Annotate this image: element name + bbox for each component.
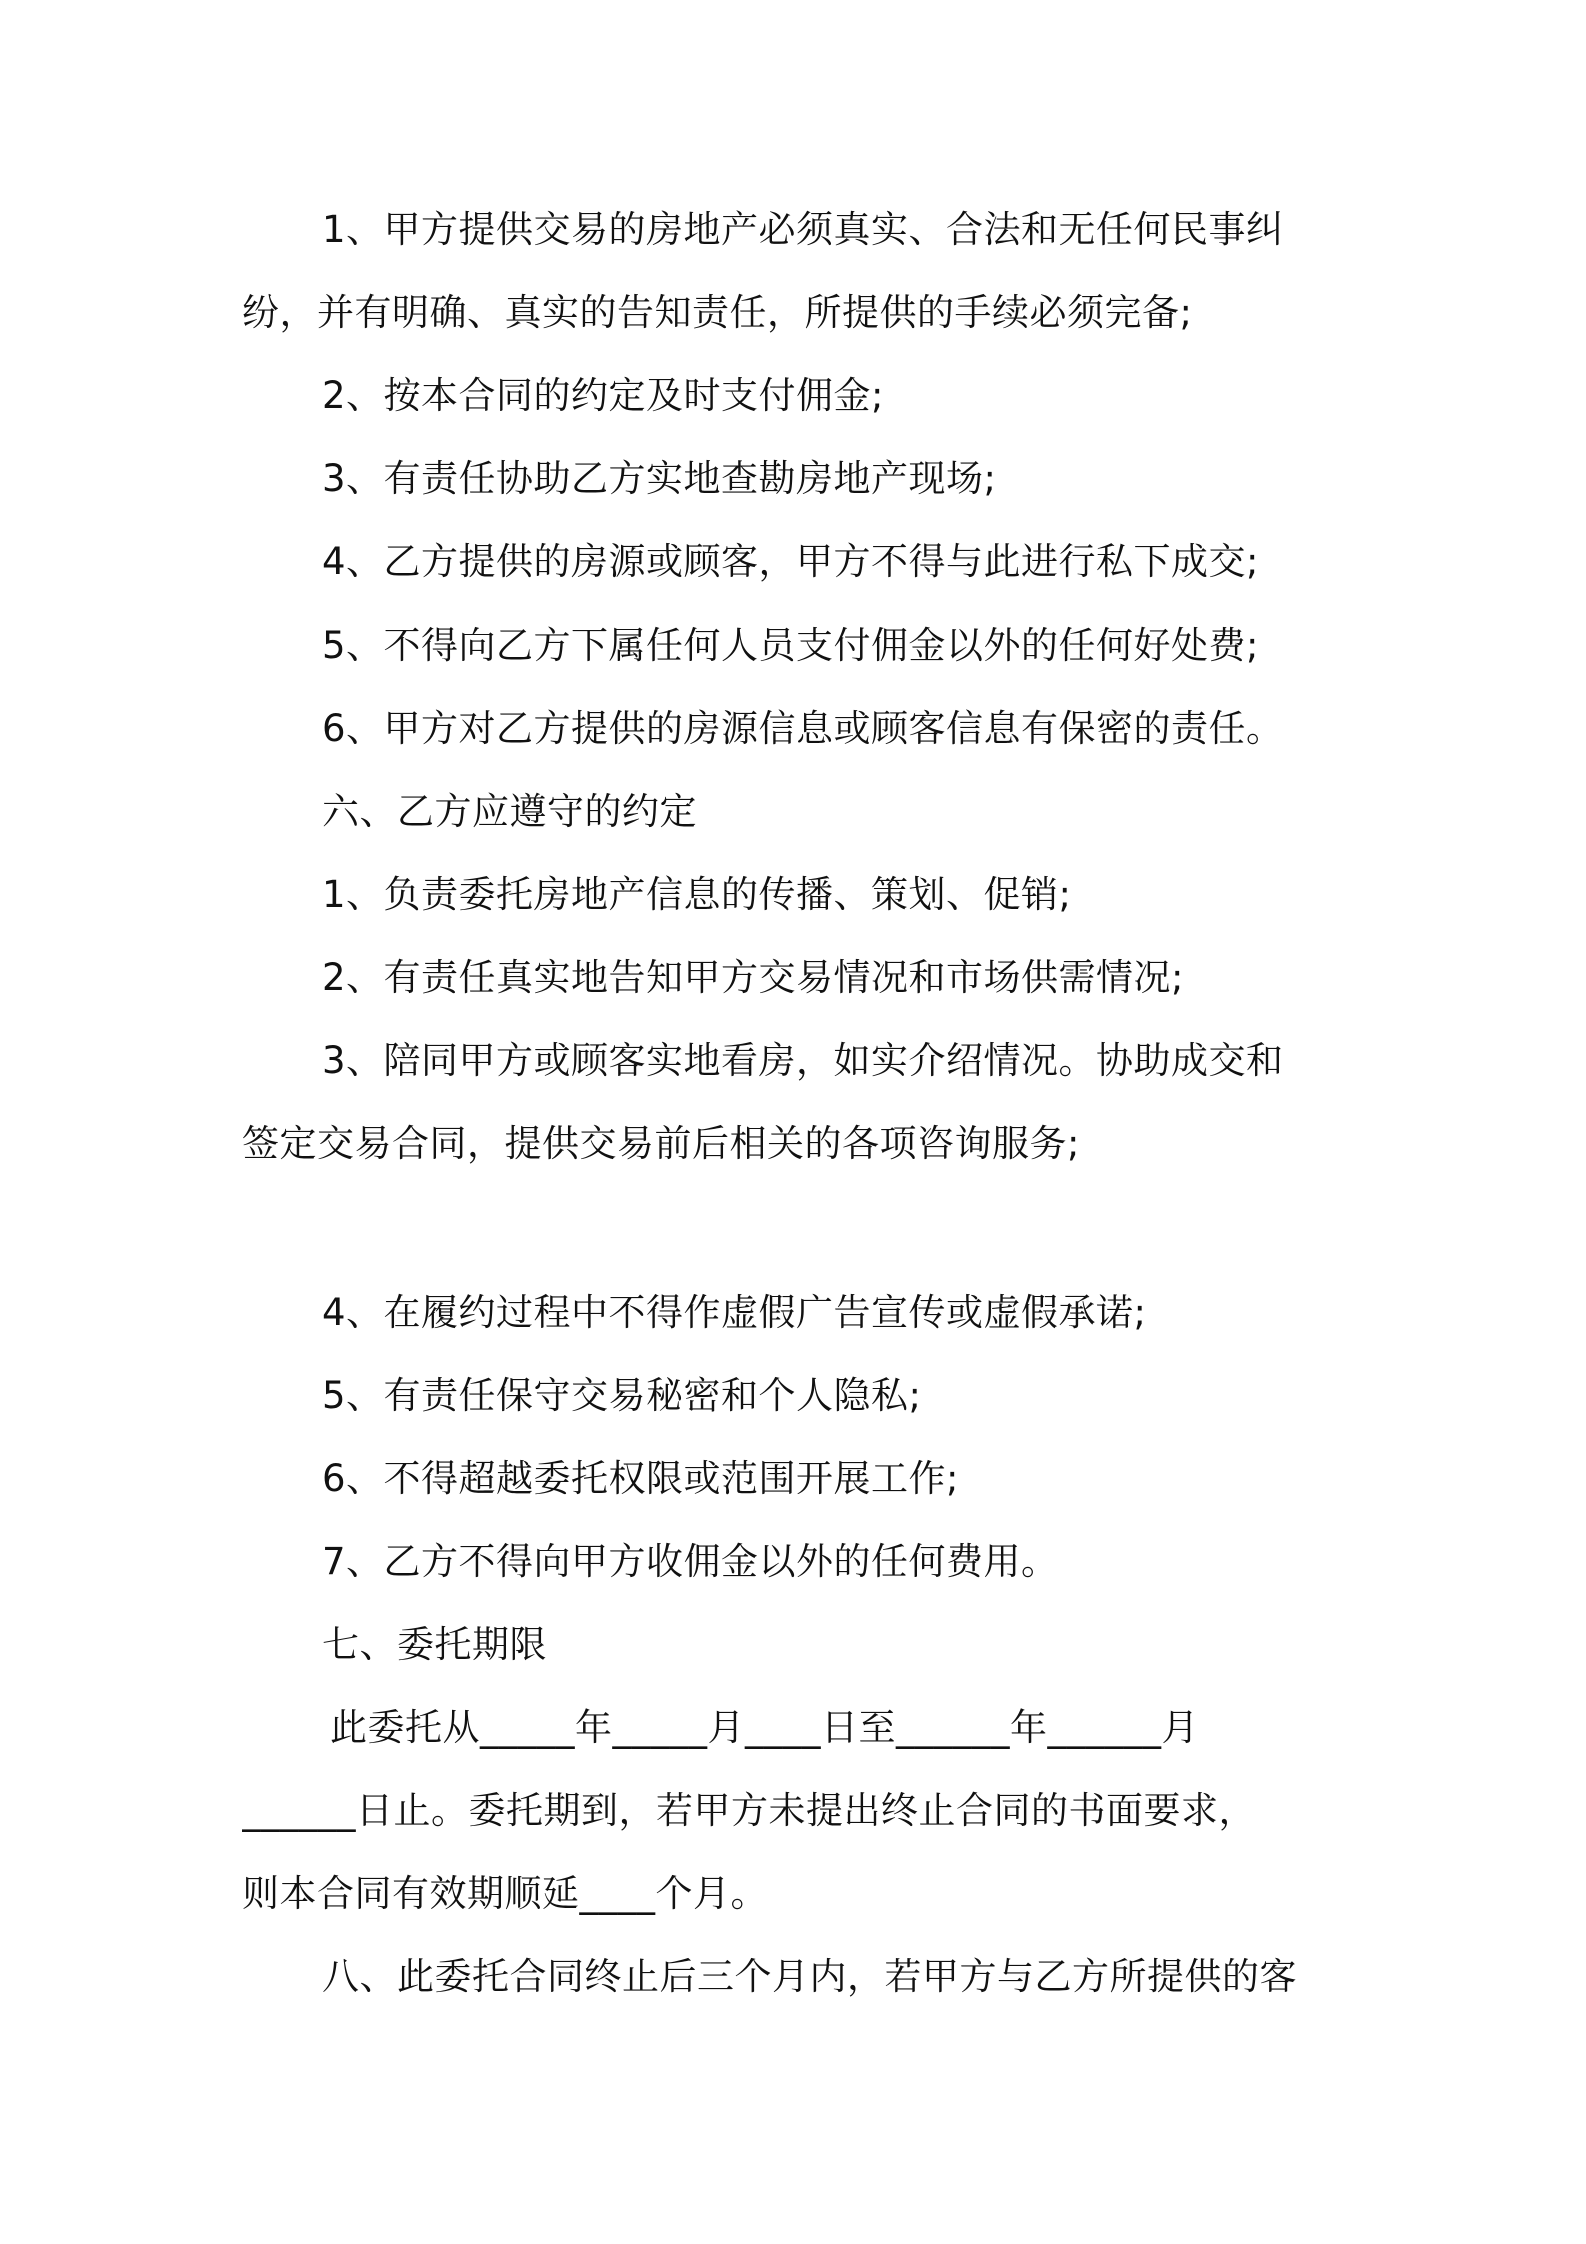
party-a-duty-4: 4、乙方提供的房源或顾客，甲方不得与此进行私下成交; bbox=[322, 540, 1260, 583]
party-a-duty-1-line-2: 纷，并有明确、真实的告知责任，所提供的手续必须完备; bbox=[242, 291, 1193, 334]
term-line-2: ______日止。委托期到，若甲方未提出终止合同的书面要求， bbox=[242, 1789, 1256, 1832]
term-line-3: 则本合同有效期顺延____个月。 bbox=[242, 1872, 768, 1915]
party-b-duty-6: 6、不得超越委托权限或范围开展工作; bbox=[322, 1457, 960, 1500]
section-8-line-1: 八、此委托合同终止后三个月内，若甲方与乙方所提供的客 bbox=[322, 1955, 1297, 1998]
section-7-heading: 七、委托期限 bbox=[322, 1623, 547, 1666]
party-b-duty-4: 4、在履约过程中不得作虚假广告宣传或虚假承诺; bbox=[322, 1291, 1147, 1334]
party-b-duty-5: 5、有责任保守交易秘密和个人隐私; bbox=[322, 1374, 922, 1417]
party-a-duty-2: 2、按本合同的约定及时支付佣金; bbox=[322, 374, 885, 417]
term-line-1: 此委托从_____年_____月____日至______年______月 bbox=[330, 1706, 1199, 1749]
party-a-duty-3: 3、有责任协助乙方实地查勘房地产现场; bbox=[322, 457, 997, 500]
party-b-duty-1: 1、负责委托房地产信息的传播、策划、促销; bbox=[322, 873, 1072, 916]
section-6-heading: 六、乙方应遵守的约定 bbox=[322, 790, 697, 833]
party-b-duty-3-line-1: 3、陪同甲方或顾客实地看房，如实介绍情况。协助成交和 bbox=[322, 1039, 1284, 1082]
party-b-duty-2: 2、有责任真实地告知甲方交易情况和市场供需情况; bbox=[322, 956, 1185, 999]
party-b-duty-7: 7、乙方不得向甲方收佣金以外的任何费用。 bbox=[322, 1540, 1059, 1583]
party-b-duty-3-line-2: 签定交易合同，提供交易前后相关的各项咨询服务; bbox=[242, 1122, 1080, 1165]
party-a-duty-1-line-1: 1、甲方提供交易的房地产必须真实、合法和无任何民事纠 bbox=[322, 208, 1284, 251]
party-a-duty-5: 5、不得向乙方下属任何人员支付佣金以外的任何好处费; bbox=[322, 624, 1260, 667]
party-a-duty-6: 6、甲方对乙方提供的房源信息或顾客信息有保密的责任。 bbox=[322, 707, 1284, 750]
